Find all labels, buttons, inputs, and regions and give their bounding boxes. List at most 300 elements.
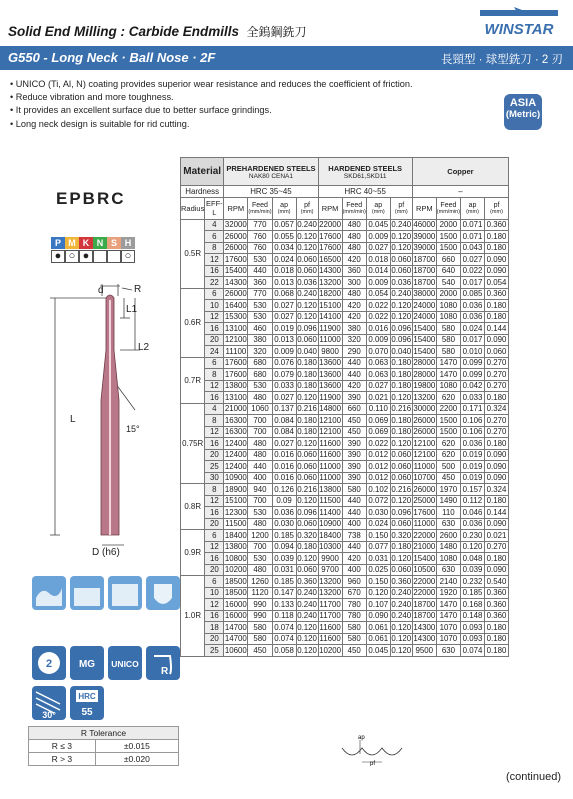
value-cell: 0.046	[461, 507, 485, 519]
value-cell: 0.060	[297, 519, 317, 529]
value-cell: 18700	[413, 611, 436, 621]
value-cell: 0.077	[366, 541, 390, 553]
value-cell: 13100	[224, 323, 247, 333]
value-cell: 11100	[225, 346, 247, 356]
value-cell: 0.060	[391, 254, 412, 264]
value-cell: 440	[248, 265, 272, 277]
value-cell: 0.120	[391, 231, 412, 241]
table-row	[181, 346, 509, 358]
eff-length-cell: 16	[205, 323, 224, 335]
table-row	[181, 323, 509, 335]
value-cell: 13600	[319, 358, 342, 368]
table-row	[181, 633, 509, 645]
hardness-value: HRC 35~45	[224, 186, 318, 198]
value-cell: 0.060	[391, 461, 412, 471]
material-mark: ●	[51, 250, 65, 263]
product-line-cjk: 長頸型 · 球型銑刀 · 2 刃	[440, 54, 563, 66]
ap-label: ap	[358, 735, 365, 741]
value-cell: 0.120	[366, 587, 390, 599]
value-cell: 18700	[413, 254, 436, 264]
value-cell: 12100	[413, 450, 436, 460]
value-cell: 0.230	[461, 530, 485, 542]
table-row	[181, 553, 509, 565]
value-cell: 18700	[413, 277, 436, 287]
value-cell: 0.016	[272, 461, 296, 473]
value-cell: 660	[436, 254, 460, 266]
value-cell: 530	[248, 380, 272, 392]
value-cell: 0.110	[366, 403, 390, 415]
value-cell: 22000	[413, 576, 436, 586]
value-cell: 0.150	[366, 530, 390, 542]
material-mark	[93, 250, 107, 263]
dim-l2: L2	[138, 342, 150, 353]
table-row	[181, 484, 509, 496]
value-cell: 0.024	[366, 518, 390, 530]
value-cell: 9700	[318, 564, 342, 576]
value-cell: 0.320	[297, 530, 317, 540]
value-cell: 0.060	[391, 473, 412, 483]
value-cell: 0.009	[272, 346, 296, 358]
column-header-row: Radius EFF-L RPM Feed (mm/min) ap (mm) pf (mm) RPM Feed (mm/min) ap (mm) pf (mm) RPM Feed (mm/min) ap (mm) pf (mm)	[181, 197, 509, 219]
value-cell: 500	[436, 461, 460, 473]
continued-note: (continued)	[505, 771, 561, 783]
page-header	[0, 0, 573, 44]
value-cell: 13800	[224, 381, 247, 391]
value-cell: 0.232	[461, 576, 485, 588]
value-cell: 10200	[224, 565, 247, 575]
value-cell: 0.180	[485, 553, 509, 565]
radius-cell: 0.8R	[181, 484, 205, 530]
tolerance-title: R Tolerance	[29, 727, 179, 740]
value-cell: 0.120	[297, 438, 317, 448]
svg-text:55: 55	[81, 707, 93, 718]
value-cell: 18400	[319, 530, 342, 540]
value-cell: 480	[342, 242, 366, 254]
value-cell: 1480	[436, 541, 460, 553]
value-cell: 0.133	[272, 599, 296, 611]
value-cell: 0.012	[366, 449, 390, 461]
value-cell: 18900	[224, 484, 247, 494]
value-cell: 10900	[224, 473, 247, 483]
value-cell: 580	[342, 622, 366, 634]
value-cell: 0.120	[297, 243, 317, 253]
value-cell: 26000	[413, 427, 436, 437]
value-cell: 0.022	[366, 311, 390, 323]
value-cell: 0.096	[297, 507, 317, 517]
value-cell: 0.094	[272, 541, 296, 553]
value-cell: 2200	[436, 403, 460, 415]
value-cell: 15400	[413, 553, 436, 563]
value-cell: 0.036	[272, 507, 296, 519]
value-cell: 480	[248, 564, 272, 576]
value-cell: 360	[248, 277, 272, 289]
svg-text:HRC: HRC	[78, 692, 96, 701]
cutting-conditions-table	[180, 157, 509, 657]
value-cell: 0.270	[485, 369, 509, 381]
value-cell: 12100	[319, 415, 342, 425]
table-row	[181, 311, 509, 323]
winstar-logo	[474, 6, 564, 38]
eff-length-cell: 10	[205, 587, 224, 599]
value-cell: 10300	[319, 542, 342, 552]
value-cell: 17600	[413, 507, 436, 517]
eff-length-cell: 16	[205, 392, 224, 404]
value-cell: 0.042	[461, 380, 485, 392]
value-cell: 0.120	[297, 622, 317, 632]
value-cell: 1070	[436, 633, 460, 645]
value-cell: 0.074	[461, 645, 485, 657]
value-cell: 0.180	[485, 495, 509, 507]
value-cell: 0.054	[485, 277, 509, 289]
value-cell: 0.027	[272, 311, 296, 323]
value-cell: 0.120	[391, 300, 412, 310]
value-cell: 0.148	[461, 610, 485, 622]
value-cell: 0.084	[272, 426, 296, 438]
value-cell: 26000	[413, 415, 436, 425]
value-cell: 1120	[248, 587, 272, 599]
value-cell: 440	[342, 369, 366, 381]
table-row	[181, 392, 509, 404]
value-cell: 14100	[319, 312, 342, 322]
value-cell: 16300	[224, 427, 247, 437]
eff-length-cell: 20	[205, 449, 224, 461]
eff-length-cell: 12	[205, 599, 224, 611]
radius-cell: 0.9R	[181, 530, 205, 576]
eff-length-cell: 12	[205, 426, 224, 438]
value-cell: 0.144	[485, 507, 509, 519]
eff-length-cell: 6	[205, 357, 224, 369]
value-cell: 11500	[225, 519, 247, 529]
value-cell: 390	[342, 438, 366, 450]
value-cell: 12400	[224, 450, 247, 460]
value-cell: 0.106	[461, 426, 485, 438]
value-cell: 0.270	[485, 380, 509, 392]
value-cell: 1920	[436, 587, 460, 599]
value-cell: 17600	[319, 231, 342, 241]
value-cell: 17600	[224, 254, 247, 264]
table-row	[181, 357, 509, 369]
value-cell: 0.180	[485, 242, 509, 254]
value-cell: 0.013	[272, 277, 296, 289]
value-cell: 0.216	[391, 484, 412, 494]
value-cell: 0.540	[485, 576, 509, 588]
value-cell: 480	[342, 231, 366, 243]
eff-length-cell: 8	[205, 369, 224, 381]
value-cell: 11600	[319, 438, 341, 448]
value-cell: 960	[342, 576, 366, 588]
value-cell: 14700	[224, 622, 247, 632]
value-cell: 18700	[413, 599, 436, 609]
value-cell: 14300	[319, 266, 342, 276]
value-cell: 0.320	[391, 530, 412, 540]
hardness-row	[181, 186, 509, 198]
value-cell: 580	[342, 484, 366, 496]
value-cell: 0.009	[366, 277, 390, 289]
table-row	[181, 403, 509, 415]
value-cell: 1470	[436, 357, 460, 369]
value-cell: 400	[342, 518, 366, 530]
badge-line2: (Metric)	[505, 109, 541, 120]
value-cell: 0.072	[366, 495, 390, 507]
value-cell: 0.027	[272, 392, 296, 404]
dim-angle: 15°	[126, 424, 140, 434]
table-row	[181, 541, 509, 553]
value-cell: 0.090	[485, 449, 509, 461]
value-cell: 12100	[224, 335, 247, 345]
value-cell: 440	[342, 357, 366, 369]
value-cell: 0.036	[461, 311, 485, 323]
value-cell: 0.240	[391, 599, 412, 609]
material-group: Copper	[412, 158, 508, 186]
eff-length-cell: 20	[205, 633, 224, 645]
eff-length-cell: 4	[205, 219, 224, 231]
svg-text:2: 2	[45, 658, 53, 670]
table-row	[181, 472, 509, 484]
eff-length-cell: 12	[205, 311, 224, 323]
value-cell: 10700	[413, 473, 436, 483]
value-cell: 0.180	[391, 358, 412, 368]
value-cell: 2600	[436, 530, 460, 542]
value-cell: 420	[342, 254, 366, 266]
eff-length-cell: 20	[205, 518, 224, 530]
value-cell: 0.180	[297, 381, 317, 391]
value-cell: 0.360	[485, 599, 509, 611]
value-cell: 440	[342, 507, 366, 519]
value-cell: 0.150	[366, 576, 390, 588]
value-cell: 0.120	[391, 392, 412, 402]
value-cell: 18200	[319, 289, 342, 299]
value-cell: 450	[342, 415, 366, 427]
value-cell: 14800	[319, 404, 342, 414]
table-row	[181, 587, 509, 599]
value-cell: 700	[248, 495, 272, 507]
value-cell: 10500	[413, 565, 436, 575]
page-title: Solid End Milling : Carbide Endmills 全鎢鋼銑刀	[8, 24, 307, 39]
value-cell: 0.120	[391, 645, 412, 655]
value-cell: 0.216	[297, 484, 317, 494]
product-band	[0, 46, 573, 70]
value-cell: 990	[248, 599, 272, 611]
value-cell: 12100	[319, 427, 342, 437]
ap-pf-diagram	[340, 734, 412, 766]
value-cell: 0.076	[272, 357, 296, 369]
value-cell: 630	[436, 564, 460, 576]
value-cell: 13800	[319, 484, 342, 494]
value-cell: 0.137	[272, 403, 296, 415]
feature-item: • Long neck design is suitable for rid cutting.	[10, 118, 413, 131]
value-cell: 0.027	[366, 380, 390, 392]
value-cell: 1260	[248, 576, 272, 588]
eff-length-cell: 8	[205, 242, 224, 254]
feature-item: • Reduce vibration and more toughness.	[10, 91, 413, 104]
value-cell: 580	[436, 323, 460, 335]
value-cell: 0.069	[366, 415, 390, 427]
value-cell: 440	[342, 495, 366, 507]
unico-icon	[108, 646, 142, 680]
value-cell: 0.360	[485, 587, 509, 599]
value-cell: 1470	[436, 599, 460, 611]
eff-length-cell: 12	[205, 254, 224, 266]
value-cell: 0.096	[391, 323, 412, 333]
value-cell: 0.074	[272, 633, 296, 645]
value-cell: 0.120	[297, 392, 317, 402]
value-cell: 0.324	[485, 484, 509, 496]
value-cell: 0.180	[485, 645, 509, 657]
value-cell: 0.030	[366, 507, 390, 519]
value-cell: 10600	[224, 645, 247, 655]
value-cell: 21000	[224, 404, 247, 414]
value-cell: 11700	[319, 611, 341, 621]
value-cell: 0.060	[297, 450, 317, 460]
table-row	[181, 380, 509, 392]
application-icons	[30, 576, 180, 731]
value-cell: 770	[248, 219, 272, 231]
value-cell: 0.036	[391, 277, 412, 287]
value-cell: 0.240	[391, 611, 412, 621]
value-cell: 9900	[318, 553, 342, 565]
value-cell: 16400	[224, 300, 247, 310]
value-cell: 450	[342, 645, 366, 657]
value-cell: 0.060	[297, 461, 317, 471]
value-cell: 460	[248, 323, 272, 335]
profiling-icon	[32, 576, 66, 610]
value-cell: 990	[248, 610, 272, 622]
value-cell: 738	[342, 530, 366, 542]
value-cell: 480	[248, 449, 272, 461]
value-cell: 0.048	[461, 553, 485, 565]
value-cell: 0.120	[297, 312, 317, 322]
eff-length-cell: 12	[205, 380, 224, 392]
value-cell: 0.144	[485, 323, 509, 335]
value-cell: 0.031	[366, 553, 390, 565]
value-cell: 0.017	[461, 277, 485, 289]
value-cell: 0.147	[272, 587, 296, 599]
value-cell: 620	[436, 392, 460, 404]
value-cell: 0.240	[297, 289, 317, 299]
value-cell: 0.120	[391, 634, 412, 644]
value-cell: 0.180	[297, 427, 317, 437]
value-cell: 0.180	[485, 392, 509, 404]
value-cell: 450	[248, 645, 272, 657]
value-cell: 0.216	[391, 404, 412, 414]
value-cell: 11600	[319, 634, 341, 644]
value-cell: 18500	[224, 588, 247, 598]
value-cell: 13100	[224, 392, 247, 402]
value-cell: 11500	[319, 496, 341, 506]
material-p: P	[51, 237, 65, 249]
table-row	[181, 265, 509, 277]
value-cell: 400	[342, 564, 366, 576]
value-cell: 0.090	[366, 610, 390, 622]
value-cell: 0.107	[366, 599, 390, 611]
value-cell: 17600	[224, 358, 247, 368]
value-cell: 0.036	[297, 277, 317, 287]
value-cell: 320	[342, 334, 366, 346]
value-cell: 770	[248, 288, 272, 300]
value-cell: 0.071	[461, 219, 485, 231]
value-cell: 1500	[436, 242, 460, 254]
value-cell: 0.017	[461, 334, 485, 346]
value-cell: 0.240	[297, 220, 317, 230]
value-cell: 700	[248, 541, 272, 553]
value-cell: 0.180	[391, 542, 412, 552]
value-cell: 24000	[413, 300, 436, 310]
table-row	[181, 288, 509, 300]
value-cell: 0.060	[391, 266, 412, 276]
table-row	[181, 254, 509, 266]
value-cell: 22000	[413, 530, 436, 540]
value-cell: 480	[342, 288, 366, 300]
value-cell: 390	[342, 392, 366, 404]
value-cell: 26000	[224, 231, 247, 241]
value-cell: 450	[436, 472, 460, 484]
value-cell: 480	[248, 518, 272, 530]
value-cell: 0.036	[461, 518, 485, 530]
value-cell: 0.180	[297, 415, 317, 425]
value-cell: 15300	[224, 312, 247, 322]
value-cell: 480	[342, 219, 366, 231]
value-cell: 0.060	[297, 565, 317, 575]
brand-text: WINSTAR	[484, 21, 554, 38]
value-cell: 0.060	[485, 346, 509, 358]
material-mark: ●	[79, 250, 93, 263]
table-row	[181, 242, 509, 254]
radius-cell: 0.6R	[181, 288, 205, 357]
value-cell: 0.180	[391, 427, 412, 437]
value-cell: 540	[436, 277, 460, 289]
value-cell: 11900	[319, 392, 341, 402]
value-cell: 16000	[224, 611, 247, 621]
value-cell: 0.058	[272, 645, 296, 657]
value-cell: 13800	[224, 542, 247, 552]
value-cell: 0.168	[461, 599, 485, 611]
eff-length-cell: 12	[205, 495, 224, 507]
value-cell: 13200	[413, 392, 436, 402]
value-cell: 0.120	[297, 496, 317, 506]
value-cell: 11000	[319, 473, 341, 483]
value-cell: 15100	[319, 300, 342, 310]
eff-length-cell: 6	[205, 288, 224, 300]
table-row	[181, 507, 509, 519]
table-row	[181, 334, 509, 346]
hardness-value: –	[412, 186, 508, 198]
value-cell: 0.102	[366, 484, 390, 496]
value-cell: 420	[342, 311, 366, 323]
value-cell: 0.270	[485, 415, 509, 427]
value-cell: 0.360	[391, 576, 412, 586]
value-cell: 0.010	[461, 346, 485, 358]
value-cell: 420	[342, 553, 366, 565]
value-cell: 0.019	[272, 323, 296, 335]
value-cell: 320	[248, 346, 272, 358]
value-cell: 0.360	[297, 576, 317, 586]
value-cell: 0.085	[461, 288, 485, 300]
eff-length-cell: 10	[205, 300, 224, 312]
value-cell: 530	[248, 311, 272, 323]
value-cell: 0.019	[461, 449, 485, 461]
value-cell: 380	[248, 334, 272, 346]
value-cell: 0.120	[391, 496, 412, 506]
value-cell: 680	[248, 369, 272, 381]
value-cell: 450	[342, 426, 366, 438]
value-cell: 1060	[248, 403, 272, 415]
value-cell: 26000	[413, 484, 436, 494]
value-cell: 0.09	[272, 495, 296, 507]
value-cell: 700	[248, 415, 272, 427]
value-cell: 39000	[413, 243, 436, 253]
table-row	[181, 369, 509, 381]
value-cell: 17600	[319, 243, 342, 253]
